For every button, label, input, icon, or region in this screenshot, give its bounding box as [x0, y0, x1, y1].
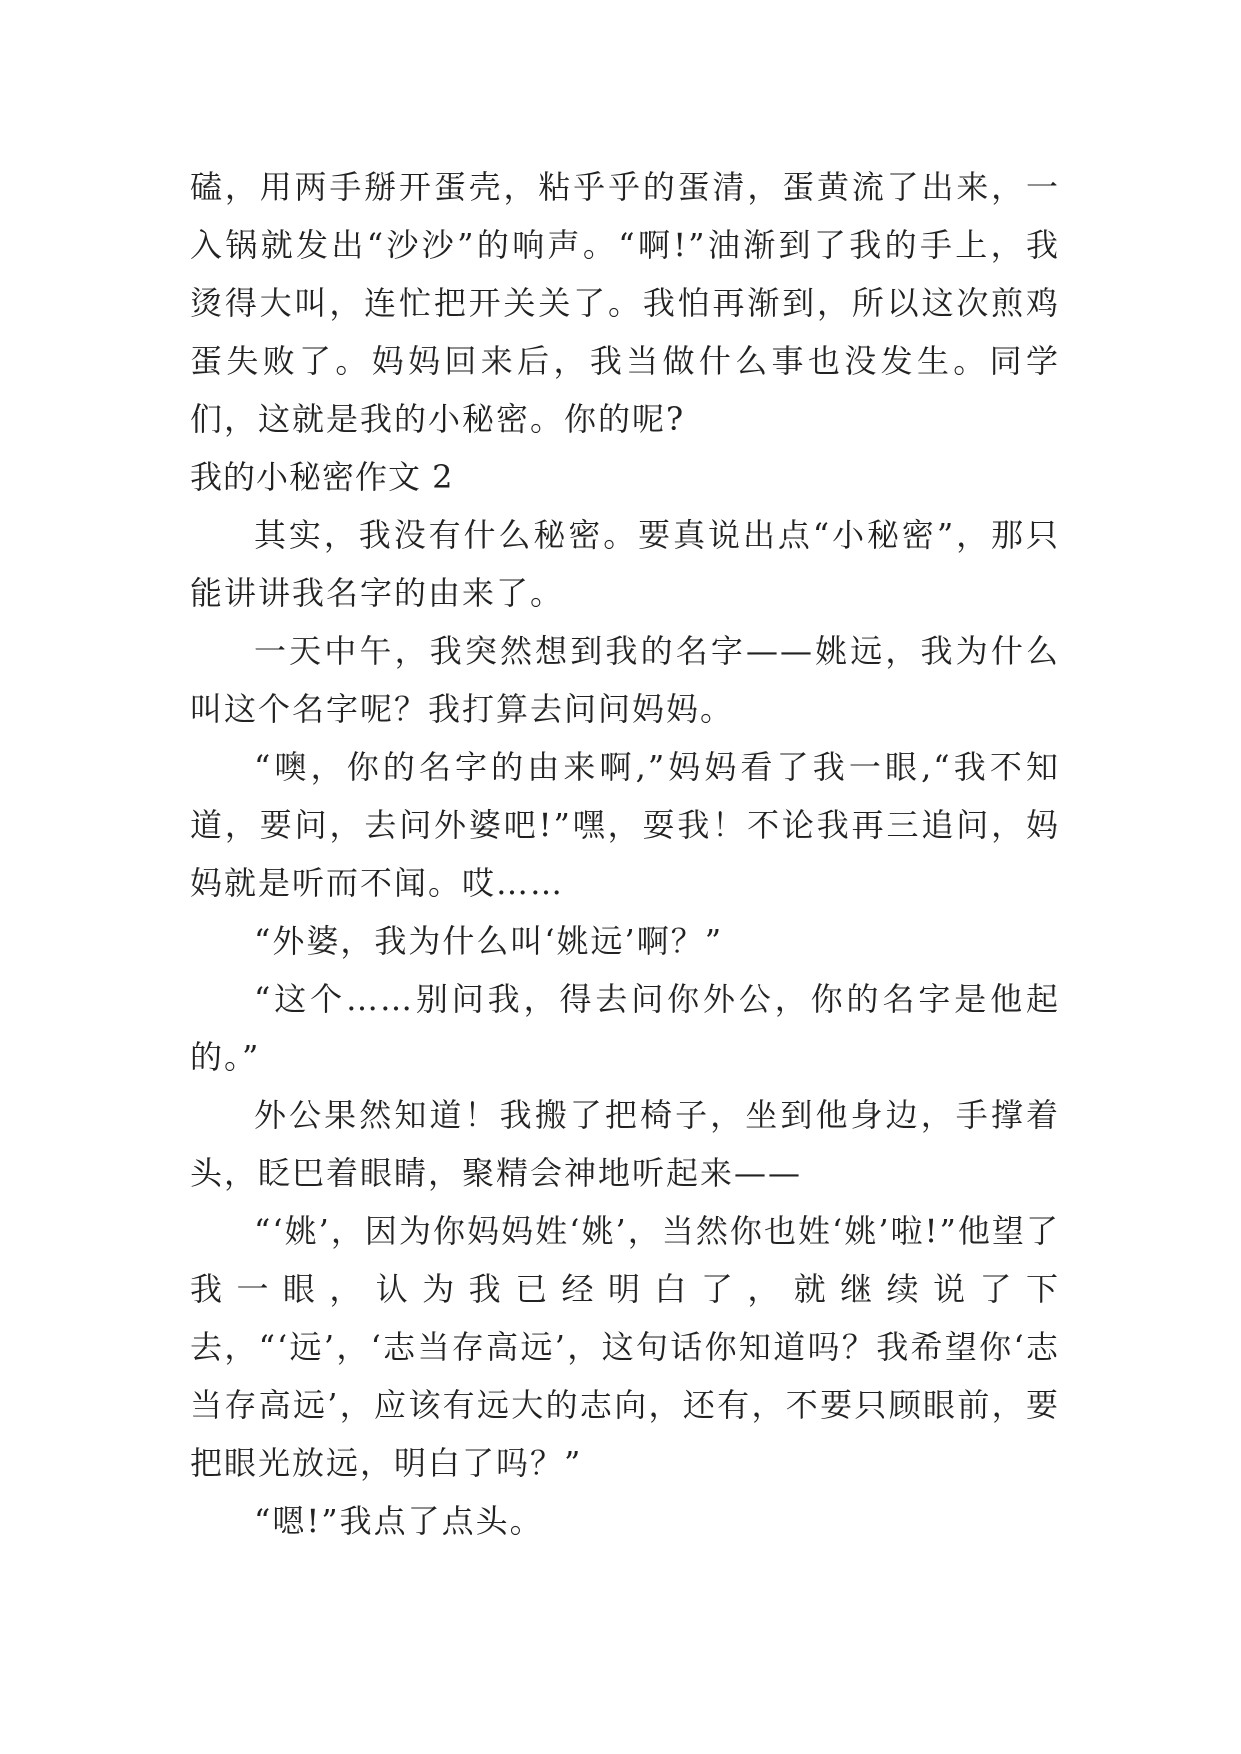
paragraph: “外婆，我为什么叫‘姚远’啊？”: [254, 922, 724, 960]
paragraph: 外公果然知道！我搬了把椅子，坐到他身边，手撑着头，眨巴着眼睛，聚精会神地听起来——: [190, 1096, 1060, 1192]
paragraph: 其实，我没有什么秘密。要真说出点“小秘密”，那只能讲讲我名字的由来了。: [190, 516, 1060, 612]
paragraph: “这个……别问我，得去问你外公，你的名字是他起的。”: [190, 980, 1060, 1076]
essay-body: [190, 158, 1060, 1550]
paragraph: “‘姚’，因为你妈妈姓‘姚’，当然你也姓‘姚’啦!”他望了我一眼，认为我已经明白了，就继续说了下去，“‘远’，‘志当存高远’，这句话你知道吗？我希望你‘志当存高远’，应该有远大的志向，还有，不要只顾眼前，要把眼光放远，明白了吗？”: [190, 1212, 1060, 1482]
paragraph: 一天中午，我突然想到我的名字——姚远，我为什么叫这个名字呢？我打算去问问妈妈。: [190, 632, 1060, 728]
paragraph: “噢，你的名字的由来啊,”妈妈看了我一眼,“我不知道，要问，去问外婆吧!”嘿，耍我！不论我再三追问，妈妈就是听而不闻。哎……: [190, 748, 1060, 902]
essay-heading: 我的小秘密作文 2: [190, 458, 454, 496]
paragraph-continuation: 磕，用两手掰开蛋壳，粘乎乎的蛋清，蛋黄流了出来，一入锅就发出“沙沙”的响声。“啊!”油渐到了我的手上，我烫得大叫，连忙把开关关了。我怕再渐到，所以这次煎鸡蛋失败了。妈妈回来后，我当做什么事也没发生。同学们，这就是我的小秘密。你的呢?: [190, 168, 1060, 438]
paragraph: “嗯!”我点了点头。: [254, 1502, 544, 1540]
